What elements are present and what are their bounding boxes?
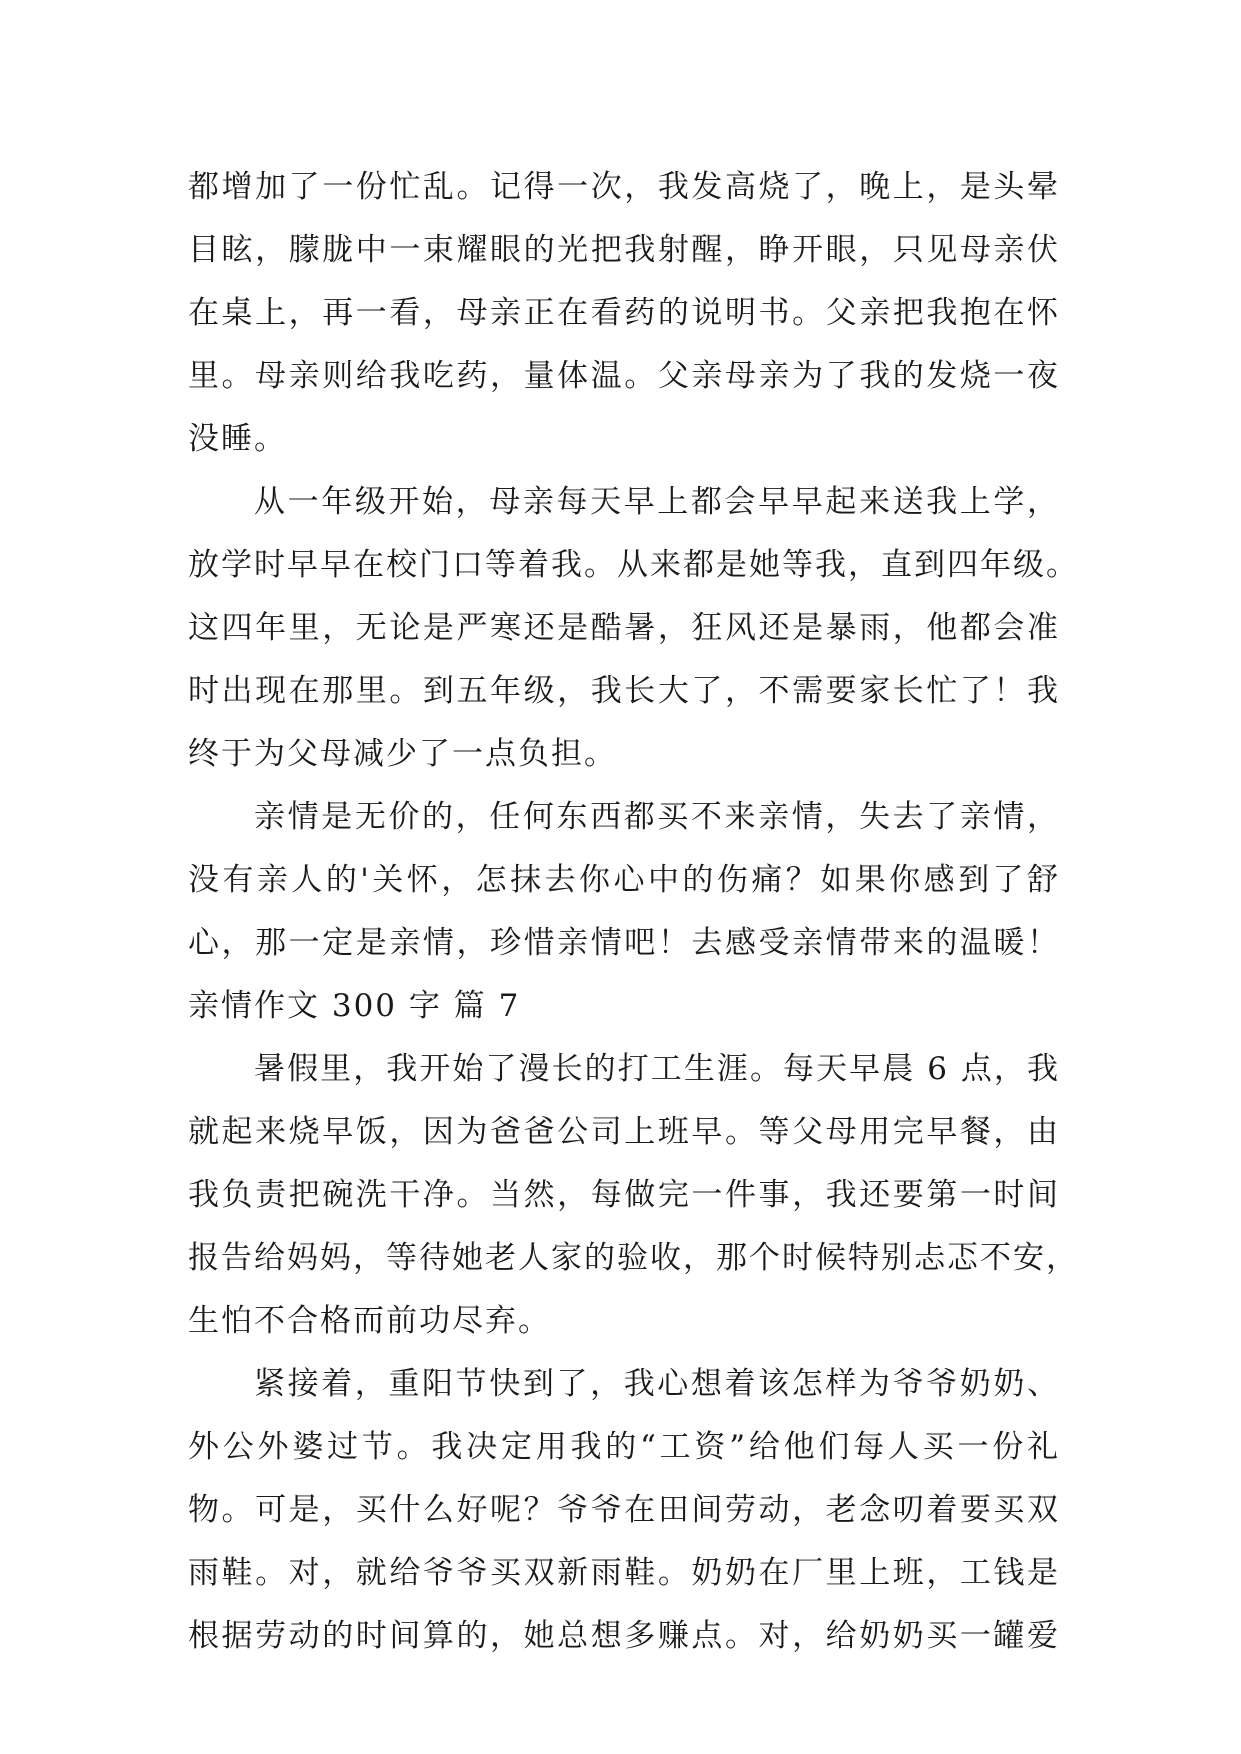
- text-line: 没睡。: [188, 421, 287, 457]
- text-line: 就起来烧早饭，因为爸爸公司上班早。等父母用完早餐，由: [188, 1114, 1060, 1150]
- paragraph-first-line: 紧接着，重阳节快到了，我心想着该怎样为爷爷奶奶、: [254, 1366, 1060, 1402]
- text-line: 物。可是，买什么好呢？爷爷在田间劳动，老念叨着要买双: [188, 1492, 1060, 1528]
- paragraph-first-line: 暑假里，我开始了漫长的打工生涯。每天早晨 6 点，我: [254, 1051, 1060, 1087]
- text-line: 时出现在那里。到五年级，我长大了，不需要家长忙了！我: [188, 673, 1060, 709]
- text-line: 外公外婆过节。我决定用我的“工资”给他们每人买一份礼: [188, 1429, 1060, 1465]
- text-line: 报告给妈妈，等待她老人家的验收，那个时候特别忐忑不安，: [188, 1240, 1079, 1276]
- text-line: 终于为父母减少了一点负担。: [188, 736, 617, 772]
- text-line: 雨鞋。对，就给爷爷买双新雨鞋。奶奶在厂里上班，工钱是: [188, 1555, 1060, 1591]
- text-line: 生怕不合格而前功尽弃。: [188, 1303, 551, 1339]
- text-line: 根据劳动的时间算的，她总想多赚点。对，给奶奶买一罐爱: [188, 1618, 1060, 1654]
- text-line: 在桌上，再一看，母亲正在看药的说明书。父亲把我抱在怀: [188, 295, 1060, 331]
- paragraph-first-line: 从一年级开始，母亲每天早上都会早早起来送我上学，: [254, 484, 1060, 520]
- text-line: 里。母亲则给我吃药，量体温。父亲母亲为了我的发烧一夜: [188, 358, 1060, 394]
- text-line: 这四年里，无论是严寒还是酷暑，狂风还是暴雨，他都会准: [188, 610, 1060, 646]
- text-line: 目眩，朦胧中一束耀眼的光把我射醒，睁开眼，只见母亲伏: [188, 232, 1060, 268]
- paragraph-first-line: 亲情是无价的，任何东西都买不来亲情，失去了亲情，: [254, 799, 1060, 835]
- text-line: 我负责把碗洗干净。当然，每做完一件事，我还要第一时间: [188, 1177, 1060, 1213]
- document-page: [188, 156, 1079, 1668]
- text-line: 心，那一定是亲情，珍惜亲情吧！去感受亲情带来的温暖！: [188, 925, 1060, 961]
- section-heading: 亲情作文 300 字 篇 7: [188, 988, 521, 1024]
- text-line: 没有亲人的'关怀，怎抹去你心中的伤痛？如果你感到了舒: [188, 862, 1060, 898]
- text-line: 都增加了一份忙乱。记得一次，我发高烧了，晚上，是头晕: [188, 169, 1060, 205]
- text-line: 放学时早早在校门口等着我。从来都是她等我，直到四年级。: [188, 547, 1079, 583]
